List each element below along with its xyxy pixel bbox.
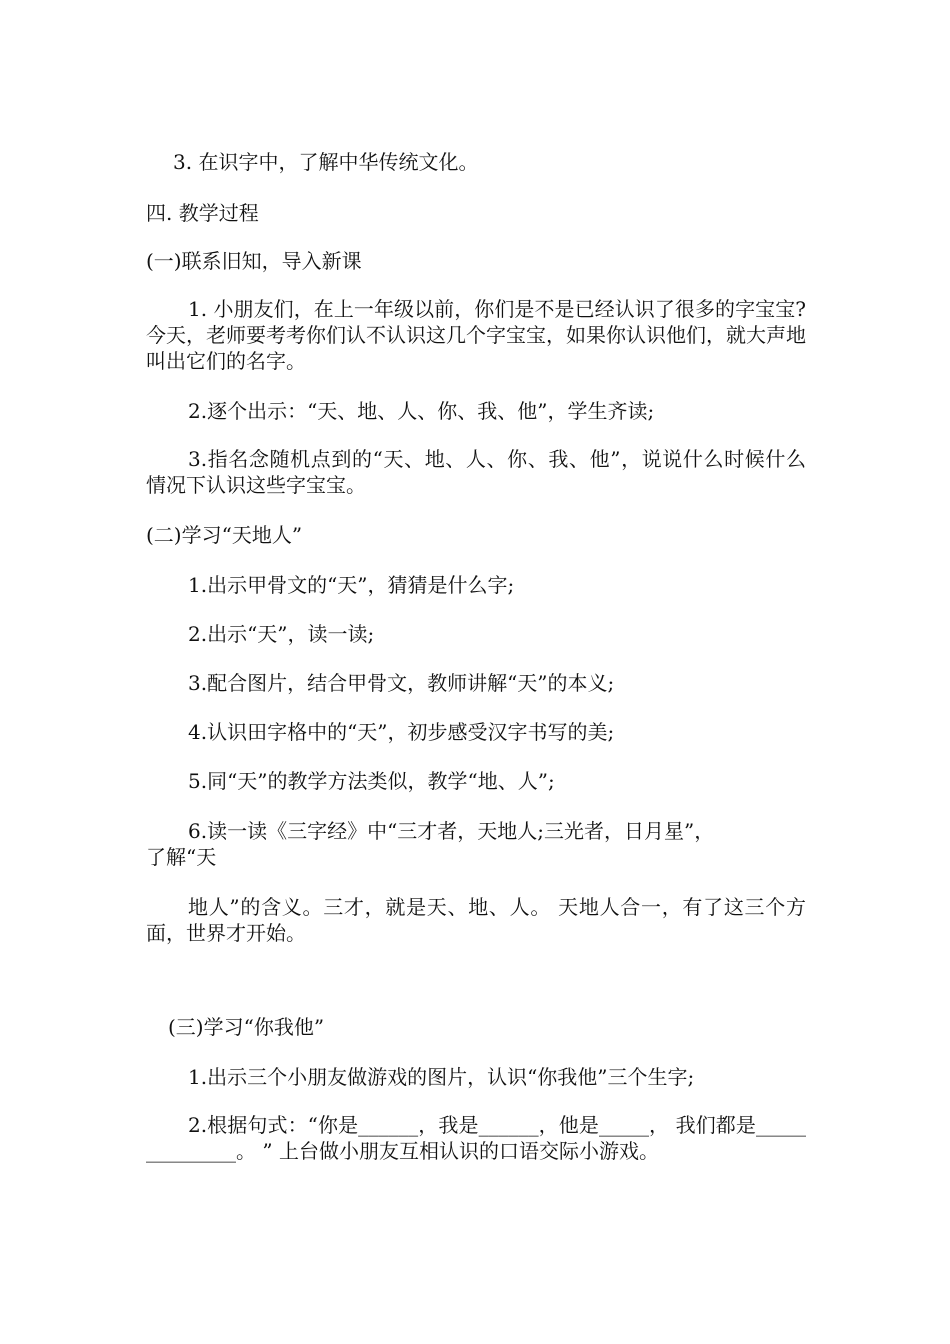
part-2-item-3: 3.配合图片，结合甲骨文，教师讲解“天”的本义; [188,671,615,695]
section-heading-teaching-process: 四. 教学过程 [146,201,259,225]
part-3-item-1: 1.出示三个小朋友做游戏的图片，认识“你我他”三个生字; [188,1065,695,1089]
part-2-item-4: 4.认识田字格中的“天”，初步感受汉字书写的美; [188,720,615,744]
part-1-item-3: 3.指名念随机点到的“天、地、人、你、我、他”，说说什么时候什么情况下认识这些字宝宝。 [146,447,806,497]
part-3-item-2: 2.根据句式：“你是______，我是______，他是_____， 我们都是______________。 ” 上台做小朋友互相认识的口语交际小游戏。 [146,1113,806,1163]
part-1-item-1: 1. 小朋友们，在上一年级以前，你们是不是已经认识了很多的字宝宝?今天，老师要考考你们认不认识这几个字宝宝，如果你认识他们，就大声地叫出它们的名字。 [146,297,806,373]
part-2-item-2: 2.出示“天”，读一读; [188,622,375,646]
part-2-item-5: 5.同“天”的教学方法类似，教学“地、人”; [188,769,555,793]
part-2-item-6-line-b: 了解“天 [146,845,217,869]
part-2-item-6-line-a: 6.读一读《三字经》中“三才者，天地人;三光者，日月星”， [188,819,715,843]
part-heading-3: (三)学习“你我他” [168,1015,325,1039]
part-2-item-6-continuation: 地人”的含义。三才，就是天、地、人。 天地人合一，有了这三个方面，世界才开始。 [146,895,806,945]
part-heading-2: (二)学习“天地人” [146,523,303,547]
part-2-item-1: 1.出示甲骨文的“天”，猜猜是什么字; [188,573,515,597]
part-1-item-2: 2.逐个出示：“天、地、人、你、我、他”，学生齐读; [188,399,655,423]
objective-item-3: 3. 在识字中，了解中华传统文化。 [173,150,479,174]
part-heading-1: (一)联系旧知，导入新课 [146,249,362,273]
